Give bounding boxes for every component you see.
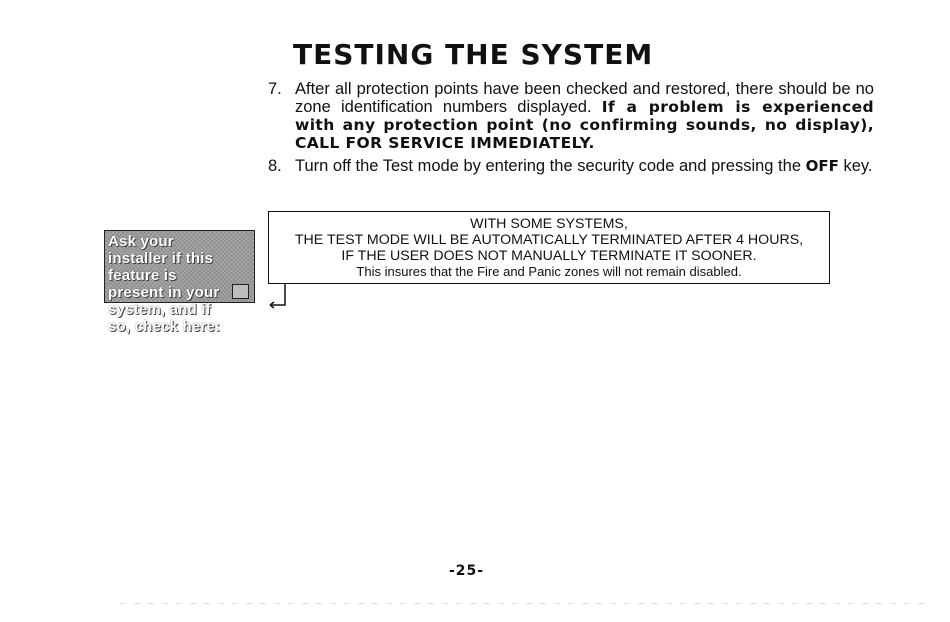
step-body-end: key.	[843, 157, 873, 175]
auto-terminate-notice	[268, 211, 830, 284]
scan-noise-divider	[120, 603, 930, 604]
step-number: 8.	[268, 157, 282, 175]
off-key-label: OFF	[805, 157, 839, 175]
feature-present-checkbox[interactable]	[232, 284, 249, 299]
step-body: Turn off the Test mode by entering the security code and pressing the	[295, 157, 801, 175]
notice-line: WITH SOME SYSTEMS,	[470, 216, 628, 232]
page-number: -25-	[449, 563, 485, 579]
notice-line: This insures that the Fire and Panic zones will not remain disabled.	[356, 264, 742, 279]
step-item-7	[268, 80, 874, 152]
test-steps-list	[268, 80, 874, 180]
step-body: After all protection points have been checked and restored, there should be no zone identification numbers displayed.	[295, 80, 874, 116]
notice-line: IF THE USER DOES NOT MANUALLY TERMINATE IT SOONER.	[341, 248, 757, 264]
installer-note-box	[104, 230, 255, 335]
installer-note-text: Ask your installer if this feature is present in your system, and if so, check here:	[108, 233, 221, 335]
notice-line: THE TEST MODE WILL BE AUTOMATICALLY TERMINATED AFTER 4 HOURS,	[294, 232, 804, 248]
step-text	[295, 80, 874, 152]
step-number: 7.	[268, 80, 282, 98]
step-warning: If a problem is experienced with any protection point (no confirming sounds, no display), CALL FOR SERVICE IMMEDIATELY.	[295, 98, 874, 152]
return-arrow-icon	[266, 283, 290, 311]
page-title: TESTING THE SYSTEM	[293, 38, 654, 71]
step-text	[295, 157, 874, 175]
step-item-8	[268, 157, 874, 175]
